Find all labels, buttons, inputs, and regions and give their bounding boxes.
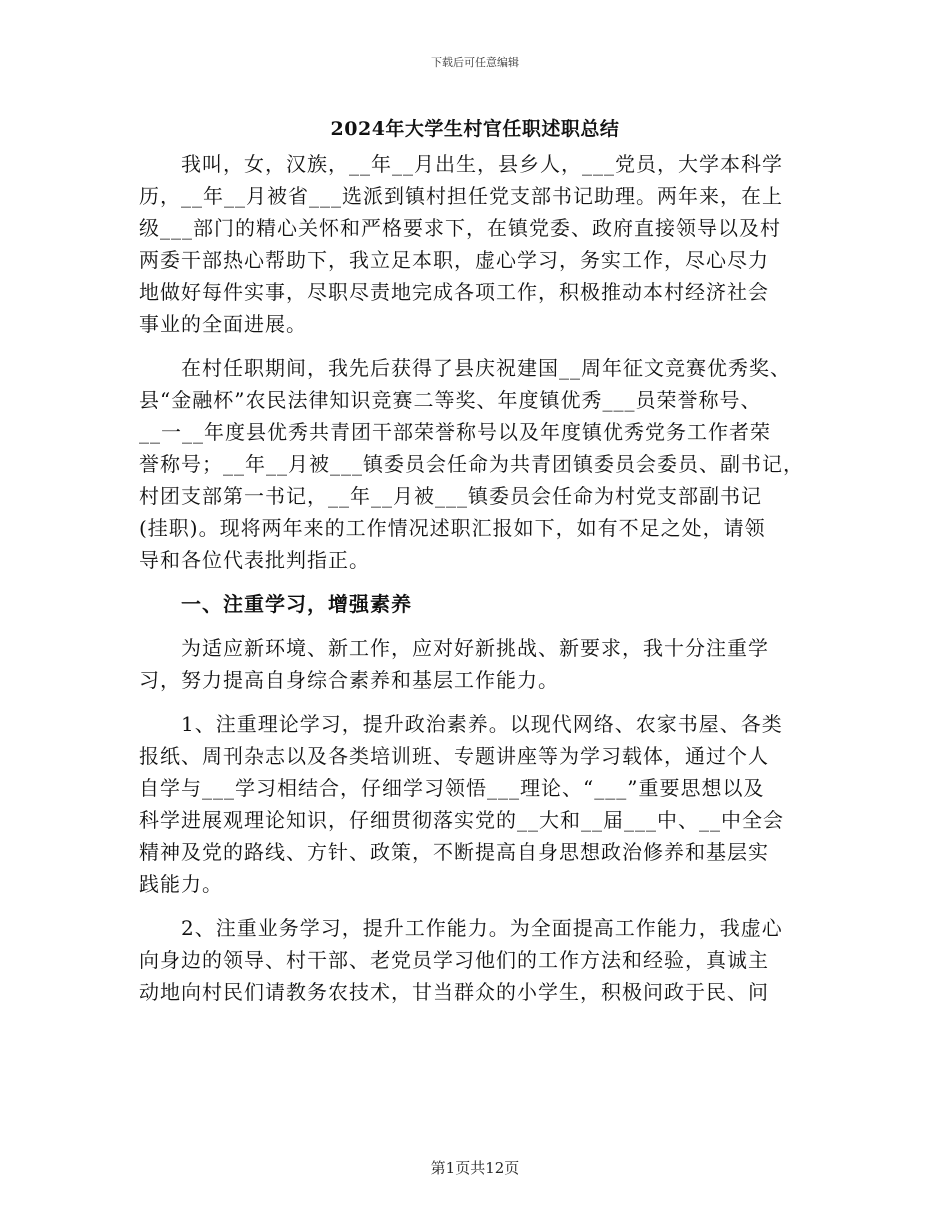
text-line: 1、注重理论学习，提升政治素养。以现代网络、农家书屋、各类: [139, 712, 783, 736]
text-line: 县“金融杯”农民法律知识竞赛二等奖、年度镇优秀___员荣誉称号、: [139, 388, 762, 412]
document-body: [139, 148, 811, 1008]
text-line: 自学与___学习相结合，仔细学习领悟___理论、“___”重要思想以及: [139, 776, 765, 800]
text-line: 2、注重业务学习，提升工作能力。为全面提高工作能力，我虚心: [139, 916, 783, 940]
paragraph-honors: [139, 352, 811, 576]
text-line: __一__年度县优秀共青团干部荣誉称号以及年度镇优秀党务工作者荣: [139, 420, 771, 444]
header-note: 下载后可任意编辑: [431, 56, 519, 69]
paragraph-study-intro: [139, 632, 811, 696]
text-line: 精神及党的路线、方针、政策，不断提高自身思想政治修养和基层实: [139, 840, 769, 864]
text-line: 践能力。: [139, 872, 223, 896]
text-line: (挂职)。现将两年来的工作情况述职汇报如下，如有不足之处，请领: [139, 516, 766, 540]
text-line: 为适应新环境、新工作，应对好新挑战、新要求，我十分注重学: [139, 636, 769, 660]
paragraph-intro: [139, 148, 811, 340]
text-line: 地做好每件实事，尽职尽责地完成各项工作，积极推动本村经济社会: [139, 280, 769, 304]
text-line: 习，努力提高自身综合素养和基层工作能力。: [139, 668, 559, 692]
text-line: 向身边的领导、村干部、老党员学习他们的工作方法和经验，真诚主: [139, 948, 769, 972]
section-heading: [139, 588, 811, 620]
text-line: 导和各位代表批判指正。: [139, 548, 370, 572]
paragraph-theory-study: [139, 708, 811, 900]
text-line: 科学进展观理论知识，仔细贯彻落实党的__大和__届___中、__中全会: [139, 808, 784, 832]
text-line: 两委干部热心帮助下，我立足本职，虚心学习，务实工作，尽心尽力: [139, 248, 769, 272]
text-line: 事业的全面进展。: [139, 312, 307, 336]
text-line: 历，__年__月被省___选派到镇村担任党支部书记助理。两年来，在上: [139, 184, 783, 208]
text-line: 誉称号；__年__月被___镇委员会任命为共青团镇委员会委员、副书记，: [139, 452, 804, 476]
text-line: 动地向村民们请教务农技术，甘当群众的小学生，积极问政于民、问: [139, 980, 769, 1004]
page-number: 第1页共12页: [430, 1159, 520, 1177]
text-line: 在村任职期间，我先后获得了县庆祝建国__周年征文竞赛优秀奖、: [139, 356, 791, 380]
text-line: 村团支部第一书记，__年__月被___镇委员会任命为村党支部副书记: [139, 484, 762, 508]
text-line: 级___部门的精心关怀和严格要求下，在镇党委、政府直接领导以及村: [139, 216, 781, 240]
text-line: 报纸、周刊杂志以及各类培训班、专题讲座等为学习载体，通过个人: [139, 744, 769, 768]
document-title: 2024年大学生村官任职述职总结: [330, 118, 620, 140]
paragraph-work-study: [139, 912, 811, 1008]
heading-line: 一、注重学习，增强素养: [139, 592, 412, 616]
text-line: 我叫，女，汉族，__年__月出生，县乡人，___党员，大学本科学: [139, 152, 783, 176]
